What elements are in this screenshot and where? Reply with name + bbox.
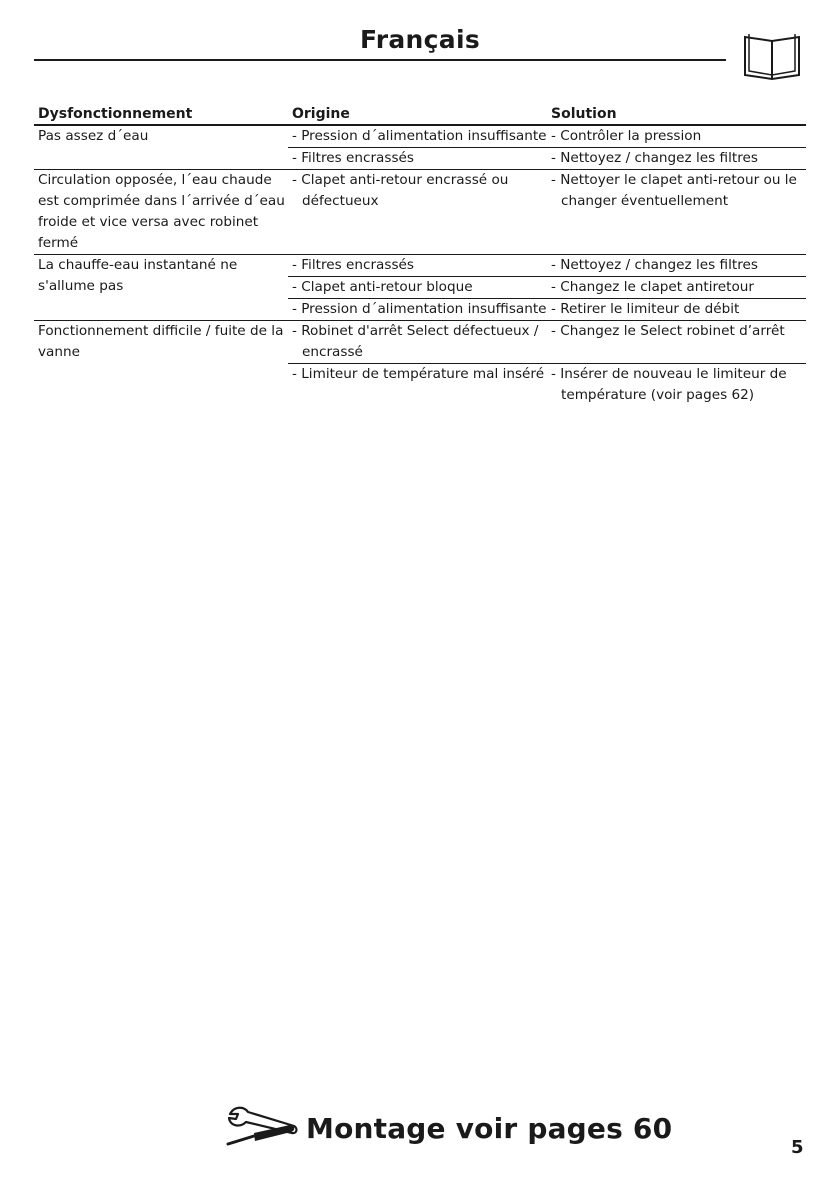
table-row — [288, 170, 806, 212]
table-row — [288, 126, 806, 148]
table-row — [288, 321, 806, 364]
cause-cell: - Limiteur de température mal inséré — [292, 366, 545, 382]
table-row-group — [34, 170, 806, 255]
problem-cell: La chauffe-eau instantané ne s'allume pas — [38, 257, 238, 294]
table-header — [34, 104, 806, 126]
cause-cell: - Pression d´alimentation insuffisante — [292, 128, 547, 144]
column-header-malfunction: Dysfonctionnement — [38, 106, 193, 122]
open-book-icon — [742, 33, 802, 81]
cause-cell: - Filtres encrassés — [292, 150, 414, 166]
column-header-solution: Solution — [551, 106, 617, 122]
troubleshooting-table — [34, 104, 806, 406]
footer-assembly-reference: Montage voir pages 60 — [306, 1112, 673, 1145]
column-header-cause: Origine — [292, 106, 350, 122]
cause-cell: - Filtres encrassés — [292, 257, 414, 273]
table-row — [288, 255, 806, 277]
solution-cell: - Changez le clapet antiretour — [551, 279, 754, 295]
problem-cell: Pas assez d´eau — [38, 128, 149, 144]
solution-cell: - Nettoyer le clapet anti-retour ou le changer éventuellement — [551, 172, 797, 209]
problem-cell: Circulation opposée, l´eau chaude est comprimée dans l´arrivée d´eau froide et vice versa avec robinet fermé — [38, 172, 285, 251]
table-row — [288, 277, 806, 299]
solution-cell: - Insérer de nouveau le limiteur de température (voir pages 62) — [551, 366, 787, 403]
page-title: Français — [359, 25, 480, 54]
table-row — [288, 364, 806, 406]
solution-cell: - Changez le Select robinet d’arrêt — [551, 323, 785, 339]
cause-cell: - Pression d´alimentation insuffisante — [292, 301, 547, 317]
cause-cell: - Clapet anti-retour bloque — [292, 279, 473, 295]
solution-cell: - Nettoyez / changez les filtres — [551, 257, 758, 273]
tools-icon — [224, 1104, 298, 1154]
solution-cell: - Nettoyez / changez les filtres — [551, 150, 758, 166]
table-row-group — [34, 321, 806, 406]
problem-cell: Fonctionnement difficile / fuite de la vanne — [38, 323, 284, 360]
solution-cell: - Retirer le limiteur de débit — [551, 301, 740, 317]
cause-cell: - Clapet anti-retour encrassé ou défectueux — [292, 172, 509, 209]
table-row — [288, 299, 806, 320]
title-rule — [34, 59, 726, 61]
table-row — [288, 148, 806, 169]
page-number: 5 — [791, 1137, 804, 1158]
table-row-group — [34, 126, 806, 170]
solution-cell: - Contrôler la pression — [551, 128, 702, 144]
table-row-group — [34, 255, 806, 321]
cause-cell: - Robinet d'arrêt Select défectueux / encrassé — [292, 323, 539, 360]
